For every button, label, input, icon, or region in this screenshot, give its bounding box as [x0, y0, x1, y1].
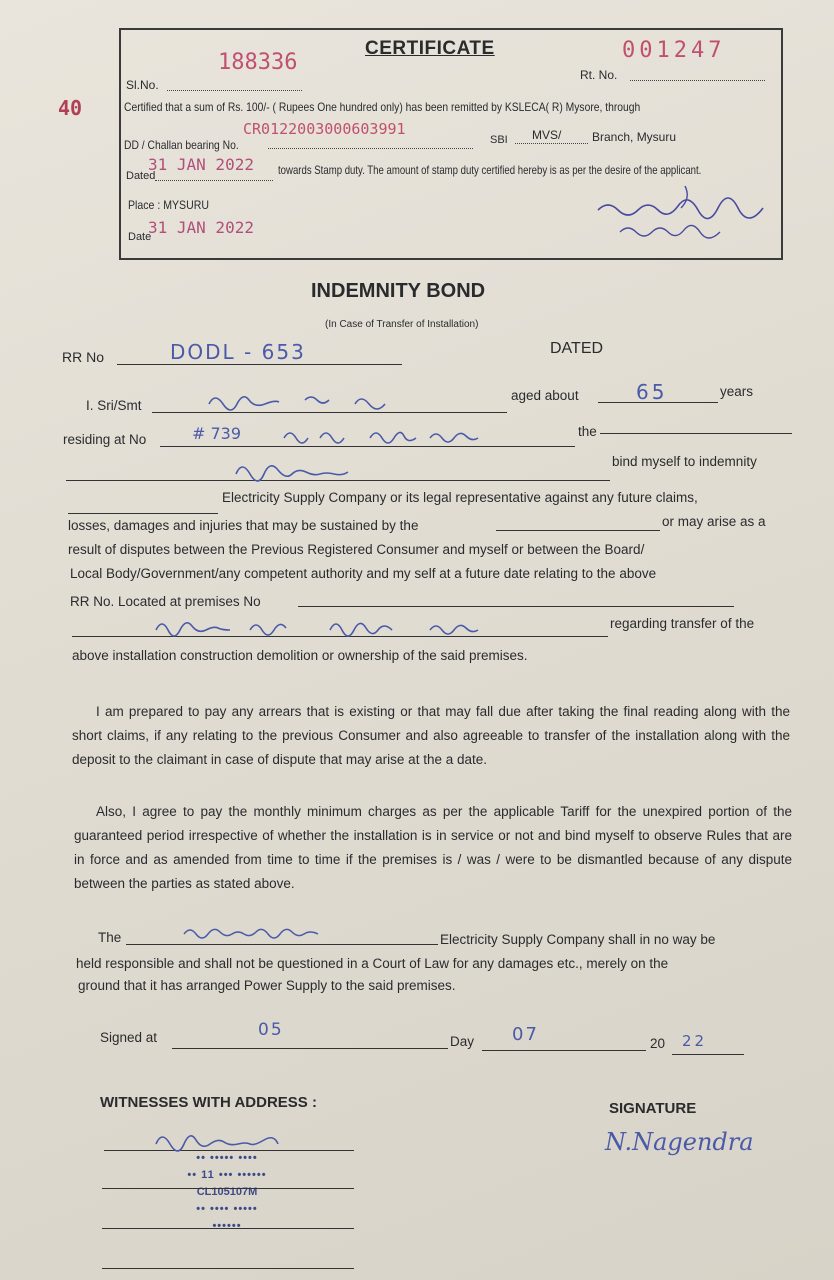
local-text: Local Body/Government/any competent authority and my self at a future date relating to the above	[70, 566, 657, 581]
premises-handwriting-icon	[150, 612, 510, 638]
rr-no-value: DODL - 653	[170, 340, 306, 364]
result-text: result of disputes between the Previous Registered Consumer and myself or between the Board/	[68, 542, 645, 557]
margin-mark: 40	[58, 96, 83, 120]
witness-stamp-line: •• 11 ••• ••••••	[187, 1169, 267, 1181]
rt-number: 001247	[622, 38, 726, 63]
name-handwriting-icon	[205, 386, 405, 414]
held-text: held responsible and shall not be questioned in a Court of Law for any damages etc., merely on the	[76, 956, 669, 971]
branch-value: MVS/	[532, 128, 562, 142]
certificate-title: CERTIFICATE	[365, 38, 495, 59]
the2-label: The	[98, 930, 122, 945]
premises-label: RR No. Located at premises No	[70, 594, 261, 609]
sl-no-label: Sl.No.	[126, 78, 159, 92]
sbi-label: SBI	[490, 134, 508, 146]
witness-stamp	[112, 1150, 342, 1235]
signature-label: SIGNATURE	[609, 1100, 697, 1117]
address-handwriting-icon	[280, 422, 500, 448]
certificate-line1: Certified that a sum of Rs. 100/- ( Rupees One hundred only) has been remitted by KSLECA( R) Mysore, through	[124, 100, 641, 114]
year-label: 20	[650, 1036, 666, 1051]
supply-text: Electricity Supply Company shall in no way be	[440, 932, 716, 947]
bond-title: INDEMNITY BOND	[311, 280, 486, 302]
company-handwriting-icon	[180, 920, 360, 944]
dated-label: Dated	[126, 170, 156, 182]
towards-text: towards Stamp duty. The amount of stamp duty certified hereby is as per the desire of the applicant.	[278, 163, 702, 177]
paragraph-also: Also, I agree to pay the monthly minimum charges as per the applicable Tariff for the unexpired portion of the guaranteed period irrespective of whether the installation is in service or not and bind myself to observe Rules that are in force and as amended from time to time if the premises is / was / were to be dismantled because of any dispute between the parties as stated above.	[74, 804, 792, 891]
ground-text: ground that it has arranged Power Supply to the said premises.	[78, 978, 456, 993]
place-handwriting-icon	[230, 456, 390, 482]
rt-no-label: Rt. No.	[580, 68, 618, 82]
bond-subtitle: (In Case of Transfer of Installation)	[325, 319, 479, 330]
arise-text: or may arise as a	[662, 514, 766, 529]
place-label: Place : MYSURU	[128, 198, 209, 212]
paragraph-arrears: I am prepared to pay any arrears that is existing or that may fall due after taking the final reading along with the short claims, if any relating to the previous Consumer and also agreeable to transfer of the installation along with the deposit to the claimant in case of dispute that may arise at the a date.	[72, 704, 790, 767]
company-text: Electricity Supply Company or its legal representative against any future claims,	[222, 490, 698, 505]
dated-value: 31 JAN 2022	[148, 155, 254, 174]
witness-stamp-line: •• ••••• ••••	[196, 1152, 258, 1164]
officer-signature-icon	[590, 180, 780, 250]
dd-label: DD / Challan bearing No.	[124, 138, 239, 152]
signature-value: N.Nagendra	[605, 1128, 754, 1156]
date-label: Date	[128, 231, 152, 243]
sri-label: I. Sri/Smt	[86, 398, 142, 413]
years-label: years	[720, 384, 754, 399]
witness-stamp-number: CL105107M	[196, 1186, 258, 1198]
aged-label: aged about	[511, 388, 579, 403]
the-label: the	[578, 424, 597, 439]
above-text: above installation construction demolition or ownership of the said premises.	[72, 648, 528, 663]
age-value: 65	[636, 380, 668, 404]
losses-text: losses, damages and injuries that may be sustained by the	[68, 518, 419, 533]
witness-stamp-line: ••••••	[212, 1220, 242, 1232]
sl-number: 188336	[218, 50, 298, 75]
residing-label: residing at No	[63, 432, 147, 447]
witness-signature-icon	[150, 1124, 320, 1152]
challan-number: CR0122003000603991	[243, 120, 406, 138]
day-label: Day	[450, 1034, 475, 1049]
year-value: 22	[682, 1032, 708, 1050]
date-value: 31 JAN 2022	[148, 218, 254, 237]
bind-label: bind myself to indemnity	[612, 454, 757, 469]
witness-label: WITNESSES WITH ADDRESS :	[100, 1094, 317, 1111]
witness-stamp-line: •• •••• •••••	[196, 1203, 258, 1215]
signed-value: 05	[258, 1020, 284, 1040]
signed-label: Signed at	[100, 1030, 158, 1045]
rr-no-label: RR No	[62, 349, 105, 365]
residing-value: # 739	[192, 424, 242, 443]
branch-label: Branch, Mysuru	[592, 130, 677, 144]
day-value: 07	[512, 1024, 539, 1045]
dated-label-bond: DATED	[550, 340, 604, 357]
regarding-text: regarding transfer of the	[610, 616, 755, 631]
